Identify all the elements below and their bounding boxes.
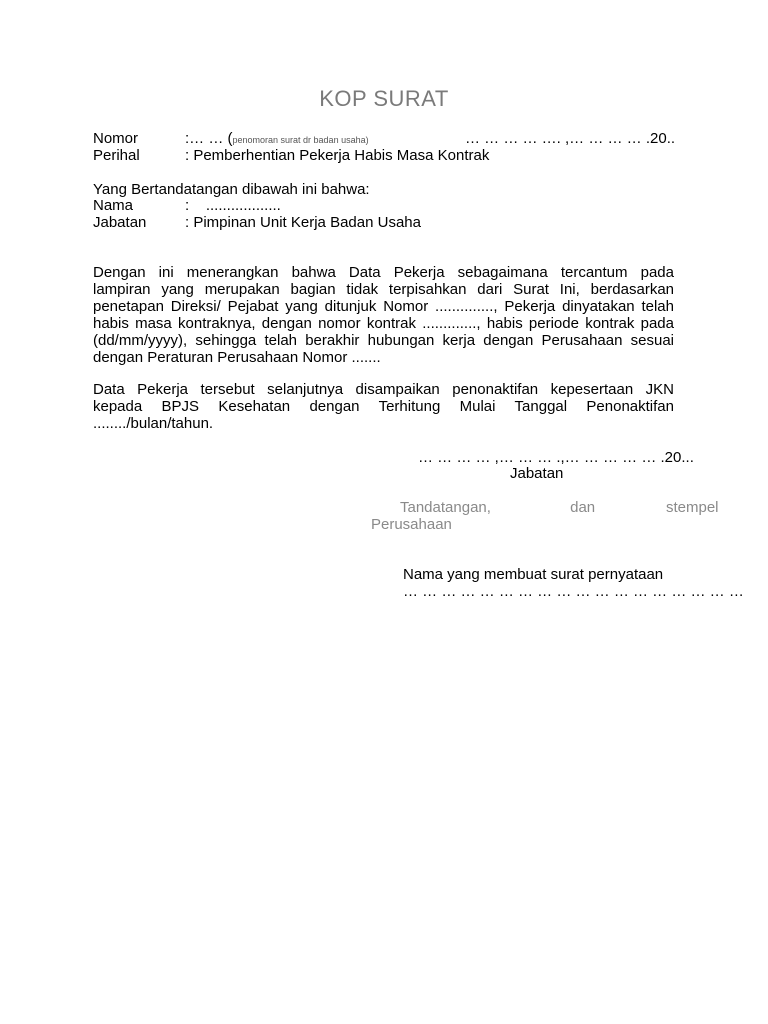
paragraph-line: habis masa kontraknya, dengan nomor kontrak ............., habis periode kontrak pada (93, 315, 674, 332)
paragraph-line: ......../bulan/tahun. (93, 415, 214, 432)
jabatan-value: : Pimpinan Unit Kerja Badan Usaha (185, 214, 421, 231)
header-place-date: … … … … …. ,… … … … .20.. (465, 130, 676, 147)
signature-stamp-line-1: Tandatangan, dan stempel (400, 499, 719, 516)
perihal-label: Perihal (93, 147, 140, 164)
maker-name-dots: … … … … … … … … … … … … … … … … … … (403, 583, 744, 600)
closing-position: Jabatan (510, 465, 564, 482)
letterhead-title: KOP SURAT (319, 86, 449, 111)
signature-stamp-line-2: Perusahaan (371, 516, 452, 533)
paragraph-line: kepada BPJS Kesehatan dengan Terhitung Mulai Tanggal Penonaktifan (93, 398, 674, 415)
paragraph-line: lampiran yang merupakan bagian tidak terpisahkan dari Surat Ini, berdasarkan (93, 281, 674, 298)
nama-value: : .................. (185, 197, 281, 214)
paragraph-line: Data Pekerja tersebut selanjutnya disampaikan penonaktifan kepesertaan JKN (93, 381, 674, 398)
paragraph-line: penetapan Direksi/ Pejabat yang ditunjuk Nomor .............., Pekerja dinyatakan telah (93, 298, 674, 315)
paragraph-line: (dd/mm/yyyy), sehingga telah berakhir hubungan kerja dengan Perusahaan sesuai (93, 332, 674, 349)
perihal-value: : Pemberhentian Pekerja Habis Masa Kontrak (185, 147, 490, 164)
closing-place-date: … … … … ,… … … .,… … … … … .20... (418, 449, 694, 466)
paragraph-line: dengan Peraturan Perusahaan Nomor ....... (93, 349, 381, 366)
paragraph-line: Dengan ini menerangkan bahwa Data Pekerja sebagaimana tercantum pada (93, 264, 674, 281)
nama-label: Nama (93, 197, 134, 214)
nomor-label: Nomor (93, 130, 139, 147)
body-paragraph-1 (93, 264, 674, 366)
jabatan-label: Jabatan (93, 214, 147, 231)
body-paragraph-2 (93, 381, 674, 432)
nomor-dots: :… … ( (185, 130, 233, 147)
nomor-note: penomoran surat dr badan usaha) (232, 135, 369, 145)
signer-intro: Yang Bertandatangan dibawah ini bahwa: (93, 181, 370, 198)
maker-label: Nama yang membuat surat pernyataan (403, 566, 664, 583)
